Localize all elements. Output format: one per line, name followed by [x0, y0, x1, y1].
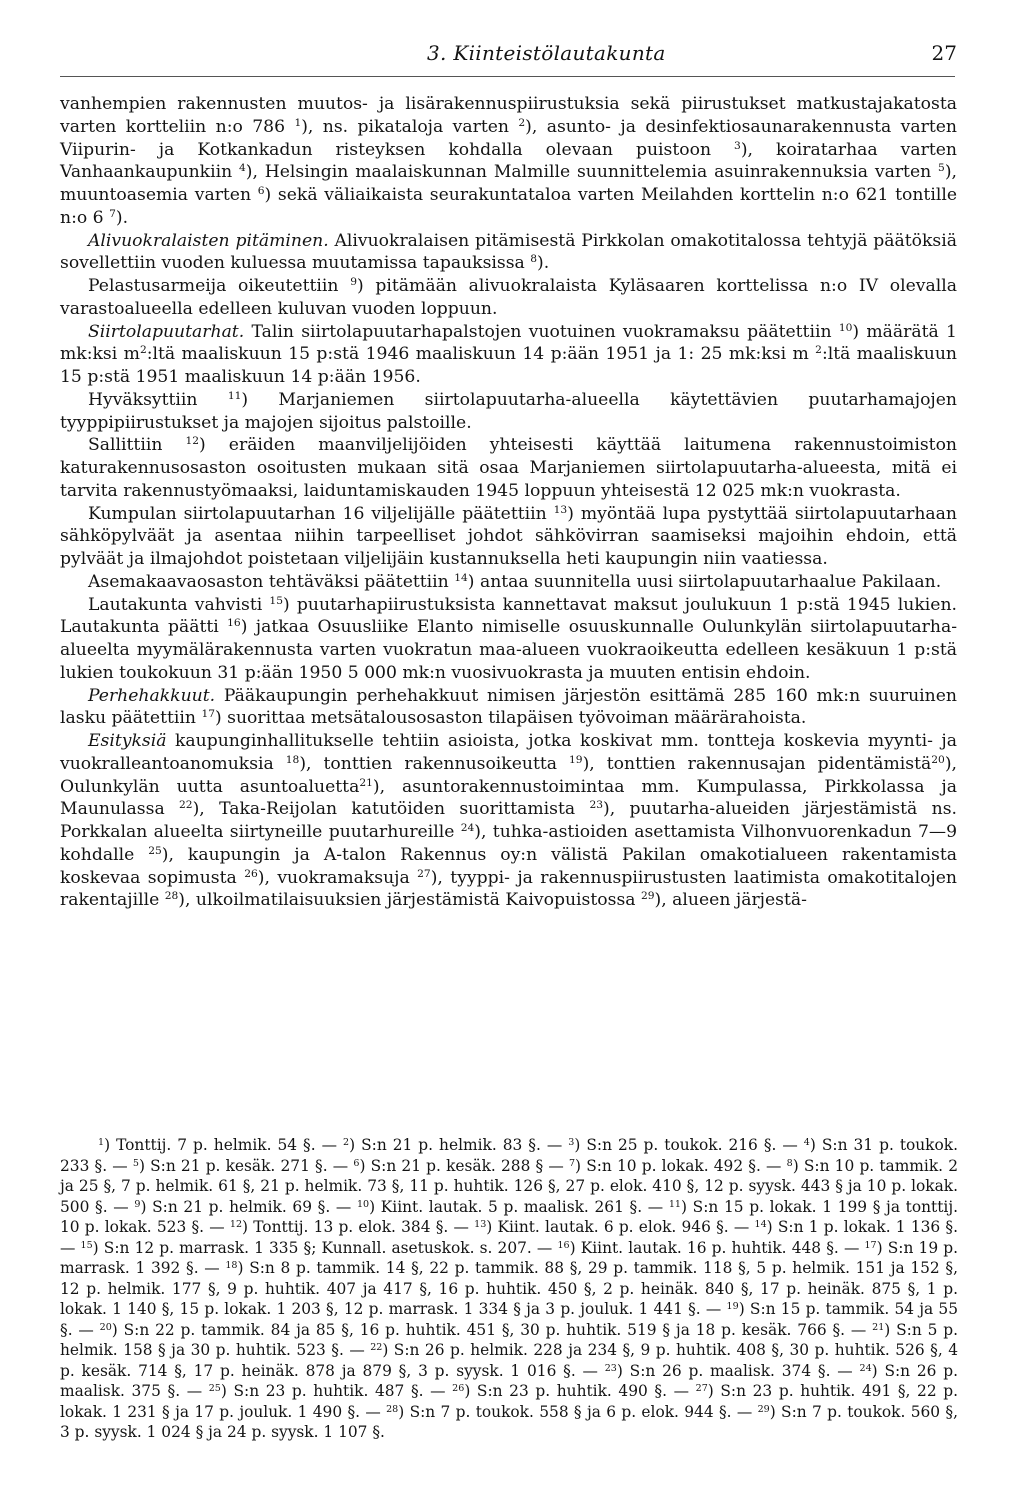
footnote-ref: 22 — [370, 1341, 383, 1353]
text-run: ) S:n 23 p. huhtik. 490 §. — — [464, 1382, 696, 1400]
footnote-ref: 8 — [786, 1157, 793, 1169]
text-run: ) Marjaniemen siirtolapuutarha-alueella käytettävien puutarhamajojen tyyppipiirustukset ja majojen sijoitus palstoille. — [60, 389, 957, 433]
text-run: ), asuntorakennustoimintaa mm. Kumpulassa, Pirkkolassa ja Maunulassa — [60, 776, 957, 820]
text-run: Lautakunta vahvisti — [88, 594, 270, 615]
text-run: ), asunto- ja desinfektiosaunarakennusta varten Viipurin- ja Kotkankadun risteyksen kohdalla olevaan puistoon — [60, 116, 958, 160]
paragraph — [60, 594, 957, 685]
text-run: ) Kiint. lautak. 16 p. huhtik. 448 §. — — [569, 1238, 865, 1257]
text-run: ), ns. pikataloja varten — [301, 116, 519, 137]
footnote-ref: 2 — [815, 343, 822, 357]
footnote-ref: 21 — [359, 775, 373, 789]
paragraph — [60, 321, 957, 389]
footnote-ref: 24 — [460, 821, 475, 835]
text-run: ) S:n 26 p. maalisk. 375 §. — — [60, 1361, 959, 1400]
footnote-ref: 8 — [530, 252, 538, 266]
text-run: Kumpulan siirtolapuutarhan 16 viljelijälle päätettiin — [88, 503, 554, 524]
footnote-ref: 2 — [518, 115, 526, 129]
footnote-ref: 15 — [269, 593, 283, 607]
text-run: ) Tonttij. 7 p. helmik. 54 §. — — [104, 1136, 344, 1154]
footnote-ref: 11 — [227, 388, 242, 402]
footnote-ref: 20 — [99, 1321, 112, 1333]
paragraph — [60, 93, 957, 230]
paragraph-lead: Esityksiä — [88, 731, 167, 751]
text-run: ), Oulunkylän uutta asuntoaluetta — [60, 753, 958, 797]
footnote-ref: 16 — [557, 1239, 570, 1251]
text-run: ) pitämään alivuokralaista Kyläsaaren korttelissa n:o IV olevalla varastoalueella edelleen kuluvan vuoden loppuun. — [60, 276, 957, 319]
running-header — [57, 41, 957, 71]
text-run: ), vuokramaksuja — [257, 867, 418, 888]
footnote-ref: 23 — [589, 798, 604, 812]
text-run: Asemakaavaosaston tehtäväksi päätettiin — [88, 571, 455, 592]
text-run: ). — [537, 253, 550, 274]
text-run: ) S:n 10 p. tammik. 2 ja 25 §, 7 p. helmik. 61 §, 21 p. helmik. 73 §, 11 p. huhtik. 126 §, 27 p. elok. 410 §, 12 p. syysk. 443 § ja 10 p. lokak. 500 §. — — [60, 1156, 959, 1216]
text-run: :ltä maaliskuun 15 p:stä 1946 maaliskuun 14 p:ään 1951 ja 1: 25 mk:ksi m — [146, 344, 816, 365]
text-run: ) S:n 23 p. huhtik. 491 §, 22 p. lokak. 1 231 § ja 17 p. jouluk. 1 490 §. — — [60, 1382, 959, 1421]
text-run: Alivuokralaisen pitämisestä Pirkkolan omakotitalossa tehtyjä päätöksiä sovellettiin vuoden kuluessa muutamissa tapauksissa — [60, 230, 957, 274]
footnote-ref: 19 — [726, 1300, 739, 1312]
footnote-ref: 13 — [553, 502, 568, 516]
header-rule — [60, 76, 955, 77]
text-run: ) S:n 21 p. helmik. 69 §. — — [140, 1197, 357, 1216]
text-run: ) S:n 10 p. lokak. 492 §. — — [575, 1156, 787, 1175]
footnote-ref: 1 — [98, 1136, 105, 1148]
footnote-ref: 9 — [350, 275, 357, 289]
footnote-ref: 19 — [569, 752, 583, 766]
text-run: ) S:n 7 p. toukok. 558 § ja 6 p. elok. 944 §. — — [398, 1402, 758, 1421]
paragraph — [60, 389, 957, 435]
text-run: ) sekä väliaikaista seurakuntataloa varten Meilahden korttelin n:o 621 tontille n:o 6 — [60, 185, 957, 228]
footnote-ref: 12 — [185, 434, 200, 448]
footnote-ref: 14 — [754, 1218, 767, 1230]
footnote-ref: 5 — [938, 161, 945, 175]
text-run: Talin siirtolapuutarhapalstojen vuotuinen vuokramaksu päätettiin — [244, 321, 839, 342]
text-run: ) S:n 31 p. toukok. 233 §. — — [60, 1136, 958, 1175]
text-run: ). — [115, 207, 129, 228]
text-run: ) eräiden maanviljelijöiden yhteisesti käyttää laitumena rakennustoimiston katurakennusosaston osoitusten mukaan sitä osaa Marjaniemen siirtolapuutarha-alueesta, mitä ei tarvita rakennustyömaaksi, laiduntamiskauden 1945 loppuun yhteisestä 12 025 mk:n vuokrasta. — [60, 435, 957, 501]
text-run: ) S:n 21 p. kesäk. 271 §. — — [138, 1156, 354, 1175]
paragraph-lead: Siirtolapuutarhat. — [88, 321, 245, 342]
footnote-ref: 7 — [568, 1157, 576, 1169]
text-run: ) S:n 21 p. kesäk. 288 § — — [359, 1156, 569, 1175]
footnote-ref: 27 — [695, 1382, 708, 1394]
footnote-ref: 6 — [353, 1157, 360, 1169]
footnote-ref: 26 — [452, 1382, 465, 1394]
footnote-ref: 1 — [294, 115, 302, 129]
footnote-ref: 9 — [134, 1198, 141, 1210]
text-run: ) S:n 21 p. helmik. 83 §. — — [349, 1136, 569, 1154]
text-run: ) Kiint. lautak. 6 p. elok. 946 §. — — [486, 1218, 755, 1236]
text-run: ), tonttien rakennusajan pidentämistä — [582, 753, 932, 774]
text-run: Pelastusarmeija oikeutettiin — [88, 276, 351, 296]
footnote-ref: 28 — [164, 889, 179, 903]
paragraph — [60, 685, 957, 731]
text-run: ), tonttien rakennusoikeutta — [299, 753, 570, 774]
text-run: ) S:n 25 p. toukok. 216 §. — — [574, 1136, 804, 1154]
footnote-ref: 13 — [474, 1218, 487, 1230]
footnote-ref: 2 — [139, 343, 147, 357]
text-run: ) S:n 1 p. lokak. 1 136 §. — — [60, 1218, 958, 1257]
text-run: Pääkaupungin perhehakkuut nimisen järjestön esittämä 285 160 mk:n suuruinen lasku päätettiin — [60, 685, 957, 729]
footnote-ref: 16 — [227, 616, 241, 630]
text-run: ), alueen järjestä- — [654, 890, 807, 911]
text-run: ) S:n 5 p. helmik. 158 § ja 30 p. huhtik. 523 §. — — [60, 1320, 958, 1359]
footnote-ref: 27 — [417, 866, 431, 880]
text-run: ) suorittaa metsätalousosaston tilapäisen työvoiman määrärahoista. — [215, 708, 807, 729]
text-run: ) S:n 15 p. lokak. 1 199 § ja tonttij. 10 p. lokak. 523 §. — — [60, 1197, 958, 1236]
footnote-ref: 26 — [244, 866, 258, 880]
text-run: ), koiratarhaa varten Vanhaankaupunkiin — [60, 139, 957, 183]
footnote-ref: 6 — [257, 184, 265, 198]
footnote-ref: 22 — [179, 798, 193, 812]
paragraph-lead: Alivuokralaisten pitäminen. — [88, 230, 329, 251]
text-run: ) S:n 15 p. tammik. 54 ja 55 §. — — [60, 1300, 959, 1339]
footnotes — [60, 1135, 958, 1443]
footnote-ref: 7 — [109, 206, 116, 220]
text-run: ) S:n 23 p. huhtik. 487 §. — — [220, 1382, 453, 1400]
text-run: ), Helsingin maalaiskunnan Malmille suunnittelemia asuinrakennuksia varten — [245, 162, 939, 183]
text-run: ) myöntää lupa pystyttää siirtolapuutarhaan sähköpylväät ja asentaa niihin tarpeelliset johdot sähkövirran saamiseksi majoihin ehdoin, että pylväät ja ilmajohdot poistetaan viljelijäin kustannuksella heti kaupungin niin vaatiessa. — [60, 503, 957, 569]
text-run: ), muuntoasemia varten — [60, 162, 957, 205]
footnote-ref: 17 — [201, 707, 215, 721]
text-run: ) jatkaa Osuusliike Elanto nimiselle osuuskunnalle Oulunkylän siirtolapuutarha-alueelta myymälärakennusta varten vuokratun maa-alueen vuokraoikeutta edelleen kesäkuun 1 p:stä lukien toukokuun 31 p:ään 1950 5 000 mk:n vuosivuokrasta ja muuten entisin ehdoin. — [60, 617, 957, 683]
footnote-ref: 10 — [356, 1198, 370, 1210]
footnote-ref: 4 — [803, 1136, 810, 1148]
footnote-ref: 18 — [285, 752, 300, 766]
text-run: ), puutarha-alueiden järjestämistä ns. Porkkalan alueelta siirtyneille puutarhureille — [60, 799, 957, 842]
footnote-ref: 15 — [80, 1239, 93, 1251]
footnote-ref: 25 — [148, 843, 162, 857]
paragraph — [60, 434, 957, 502]
footnote-ref: 17 — [864, 1239, 877, 1251]
footnote-ref: 12 — [229, 1218, 243, 1230]
chapter-title: 3. Kiinteistölautakunta — [427, 41, 666, 65]
footnote-ref: 10 — [838, 320, 853, 334]
text-run: ) Tonttij. 13 p. elok. 384 §. — — [242, 1218, 475, 1236]
footnote-ref: 4 — [238, 161, 246, 175]
paragraph — [60, 230, 957, 276]
text-run: ), kaupungin ja A-talon Rakennus oy:n välistä Pakilan omakotialueen rakentamista koskevaa sopimusta — [60, 844, 958, 888]
paragraph — [60, 503, 957, 571]
paragraph — [60, 730, 957, 912]
text-run: ) määrätä 1 mk:ksi m — [60, 321, 957, 365]
text-run: vanhempien rakennusten muutos- ja lisärakennuspiirustuksia sekä piirustukset matkustajakatosta varten kortteliin n:o 786 — [60, 94, 957, 137]
text-run: Sallittiin — [88, 435, 186, 456]
text-run: :ltä maaliskuun 15 p:stä 1951 maaliskuun 14 p:ään 1956. — [60, 344, 957, 387]
footnote-ref: 24 — [859, 1362, 872, 1374]
footnote-ref: 11 — [668, 1198, 681, 1210]
footnote-ref: 29 — [640, 889, 655, 903]
text-run: ) S:n 22 p. tammik. 84 ja 85 §, 16 p. huhtik. 451 §, 30 p. huhtik. 519 § ja 18 p. kesäk. 766 §. — — [111, 1320, 873, 1339]
footnote-ref: 21 — [872, 1321, 885, 1333]
text-run: ) S:n 26 p. helmik. 228 ja 234 §, 9 p. huhtik. 408 §, 30 p. huhtik. 526 §, 4 p. kesäk. 714 §, 17 p. heinäk. 878 ja 879 §, 3 p. syysk. 1 016 §. — — [60, 1341, 958, 1380]
footnote-ref: 2 — [343, 1136, 350, 1148]
text-run: ), tuhka-astioiden asettamista Vilhonvuorenkadun 7—9 kohdalle — [60, 822, 957, 865]
footnote-ref: 14 — [454, 570, 468, 584]
page-number: 27 — [931, 41, 957, 65]
footnote-ref: 23 — [604, 1362, 617, 1374]
text-run: kaupunginhallitukselle tehtiin asioista, jotka koskivat mm. tontteja koskevia myynti- ja vuokralleantoanomuksia — [60, 731, 957, 774]
footnote-ref: 25 — [208, 1382, 221, 1394]
footnote-ref: 29 — [757, 1403, 770, 1415]
footnote-ref: 18 — [225, 1259, 238, 1271]
text-run: Hyväksyttiin — [88, 389, 228, 410]
text-run: ) S:n 12 p. marrask. 1 335 §; Kunnall. asetuskok. s. 207. — — [92, 1238, 558, 1257]
paragraph-lead: Perhehakkuut. — [88, 685, 216, 706]
text-run: ), Taka-Reijolan katutöiden suorittamista — [192, 799, 590, 820]
text-run: ), ulkoilmatilaisuuksien järjestämistä Kaivopuistossa — [178, 890, 641, 911]
footnote-ref: 5 — [132, 1157, 139, 1169]
footnote-ref: 28 — [386, 1403, 399, 1415]
text-run: ) S:n 7 p. toukok. 560 §, 3 p. syysk. 1 024 § ja 24 p. syysk. 1 107 §. — [60, 1402, 958, 1441]
text-run: ) S:n 19 p. marrask. 1 392 §. — — [60, 1238, 958, 1277]
paragraph — [60, 571, 957, 594]
text-run: ) puutarhapiirustuksista kannettavat maksut joulukuun 1 p:stä 1945 lukien. Lautakunta päätti — [60, 594, 957, 638]
footnote-ref: 20 — [931, 752, 945, 766]
text-run: ), tyyppi- ja rakennuspiirustusten laatimista omakotitalojen rakentajille — [60, 867, 958, 911]
footnote-ref: 3 — [568, 1136, 575, 1148]
body-text — [60, 93, 957, 912]
text-run: ) S:n 26 p. maalisk. 374 §. — — [616, 1361, 860, 1380]
paragraph — [60, 275, 957, 321]
text-run: ) antaa suunnitella uusi siirtolapuutarhaalue Pakilaan. — [467, 571, 942, 592]
footnote-ref: 3 — [734, 138, 741, 152]
text-run: ) S:n 8 p. tammik. 14 §, 22 p. tammik. 88 §, 29 p. tammik. 118 §, 5 p. helmik. 151 ja 152 §, 12 p. helmik. 177 §, 9 p. huhtik. 407 ja 417 §, 16 p. huhtik. 450 §, 2 p. heinäk. 840 §, 17 p. heinäk. 875 §, 1 p. lokak. 1 140 §, 15 p. lokak. 1 203 §, 12 p. marrask. 1 334 § ja 3 p. jouluk. 1 441 §. — — [60, 1259, 958, 1318]
text-run: ) Kiint. lautak. 5 p. maalisk. 261 §. — — [369, 1197, 669, 1216]
